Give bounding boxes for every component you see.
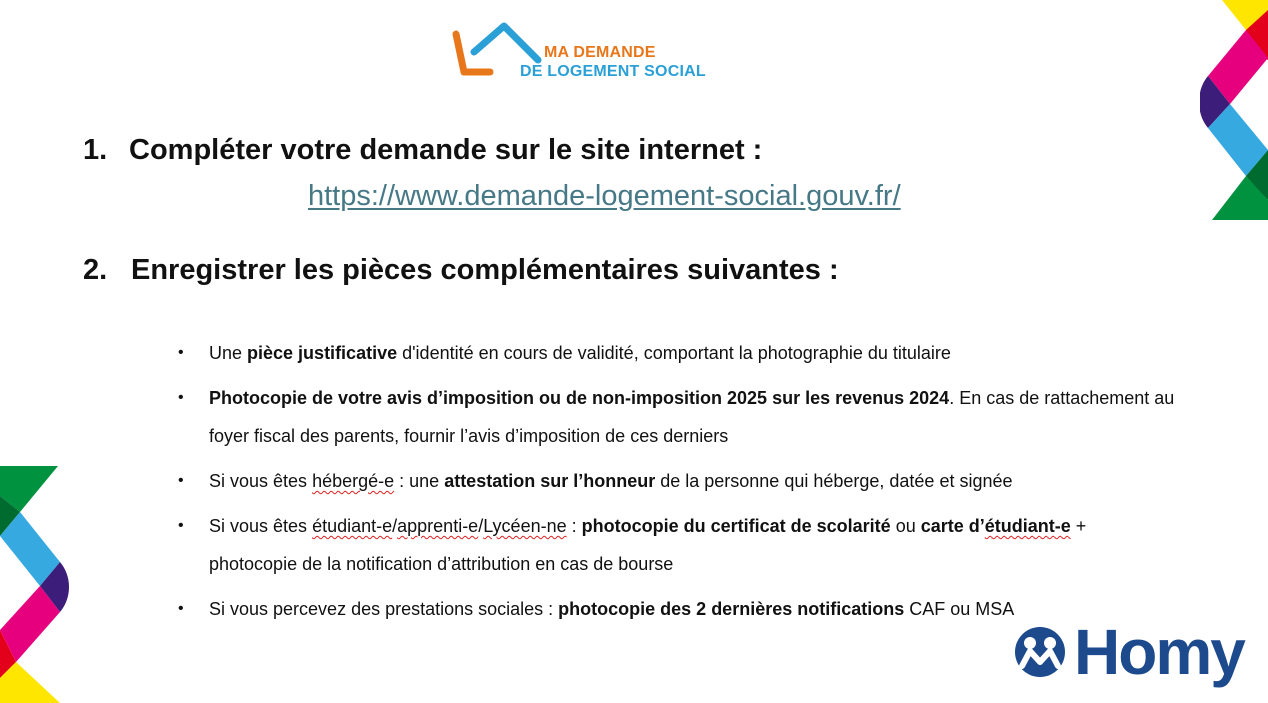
bullet-bold-text: attestation sur l’honneur xyxy=(444,471,656,491)
bullet-bold-text: photocopie des 2 dernières notifications xyxy=(558,599,905,619)
decorative-stripes-bottom-left xyxy=(0,466,70,703)
bullet-text: de la personne qui héberge, datée et signée xyxy=(655,471,1013,491)
bullet-text: Une xyxy=(209,343,248,363)
bullet-icon: • xyxy=(178,517,184,534)
step-1-heading xyxy=(83,134,762,167)
bullet-text: Si vous êtes xyxy=(209,516,313,536)
bullet-bold-text: Photocopie de votre avis d’imposition ou de non-imposition 2025 sur les revenus 2024 xyxy=(209,388,950,408)
homy-wordmark: Homy xyxy=(1074,616,1244,688)
bullet-bold-text: pièce justificative xyxy=(247,343,398,363)
step-2-number: 2. xyxy=(83,254,108,286)
bullet-icon: • xyxy=(178,600,184,617)
list-item xyxy=(178,507,1178,583)
bullet-bold-text: photocopie du certificat de scolarité xyxy=(581,516,891,536)
spellcheck-word: étudiant-e xyxy=(984,516,1071,536)
logo-line-1: MA DEMANDE xyxy=(544,44,656,61)
documents-list xyxy=(178,334,1178,635)
bullet-text: Si vous êtes xyxy=(209,471,313,491)
bullet-icon: • xyxy=(178,389,184,406)
bullet-bold-text: carte d’ xyxy=(920,516,985,536)
step-1-title: Compléter votre demande sur le site internet : xyxy=(129,134,763,166)
bullet-text: ou xyxy=(890,516,921,536)
bullet-text: CAF ou MSA xyxy=(904,599,1015,619)
bullet-text: + photocopie de la notification d’attribution en cas de bourse xyxy=(209,516,1087,574)
ma-demande-logo xyxy=(448,20,728,84)
list-item xyxy=(178,462,1178,500)
bullet-text: . En cas de rattachement au foyer fiscal des parents, fournir l’avis d’imposition de ces derniers xyxy=(209,388,1175,446)
spellcheck-word: Lycéen-ne xyxy=(483,516,567,536)
list-item xyxy=(178,334,1178,372)
spellcheck-word: hébergé-e xyxy=(312,471,395,491)
step-1-number: 1. xyxy=(83,134,108,166)
bullet-text: : xyxy=(566,516,582,536)
list-item xyxy=(178,379,1178,455)
bullet-text: / xyxy=(392,516,398,536)
bullet-icon: • xyxy=(178,344,184,361)
bullet-text: : une xyxy=(394,471,445,491)
website-link[interactable]: https://www.demande-logement-social.gouv.fr/ xyxy=(308,180,901,212)
spellcheck-word: étudiant-e xyxy=(312,516,393,536)
bullet-text: Si vous percevez des prestations sociales : xyxy=(209,599,559,619)
bullet-text: / xyxy=(478,516,484,536)
spellcheck-word: apprenti-e xyxy=(397,516,479,536)
bullet-text: d'identité en cours de validité, comportant la photographie du titulaire xyxy=(397,343,951,363)
step-2-title: Enregistrer les pièces complémentaires suivantes : xyxy=(131,254,839,286)
homy-logo xyxy=(1012,618,1268,693)
bullet-icon: • xyxy=(178,472,184,489)
logo-line-2: DE LOGEMENT SOCIAL xyxy=(520,63,706,80)
decorative-stripes-top-right xyxy=(1200,0,1268,220)
homy-emblem-icon xyxy=(1014,626,1070,682)
step-2-heading xyxy=(83,254,839,287)
